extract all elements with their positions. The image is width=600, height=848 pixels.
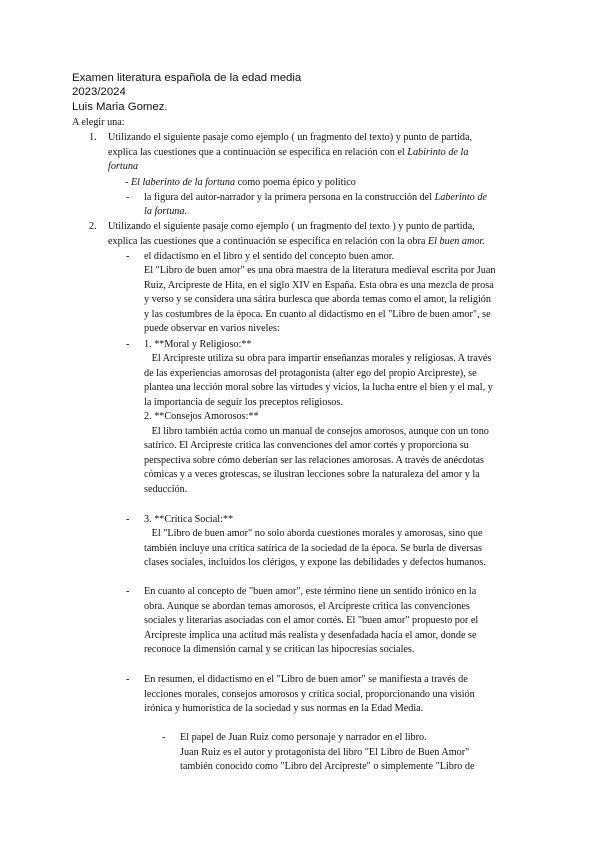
paragraph-line: perspectiva sobre cómo deberían ser las relaciones amorosas. A través de anécdotas bbox=[144, 455, 485, 466]
q1-sub-item: la fortuna. bbox=[144, 206, 188, 217]
paragraph-line: también conocido como "Libro del Arcipreste" o simplemente "Libro de bbox=[180, 761, 475, 772]
q1-line: explica las cuestiones que a continuación se especifica en relación con el Labirinto de la bbox=[108, 147, 469, 158]
paragraph-line: El Arcipreste utiliza su obra para impartir enseñanzas morales y religiosas. A través bbox=[144, 353, 492, 364]
paragraph-line: reconoce la dimensión carnal y se critican las hipocresías sociales. bbox=[144, 644, 415, 655]
paragraph-line: puede observar en varios niveles: bbox=[144, 323, 280, 334]
paragraph-line: Ruiz, Arcipreste de Hita, en el siglo XIV en España. Esta obra es una mezcla de prosa bbox=[144, 280, 494, 291]
paragraph-line: 3. **Crítica Social:** bbox=[144, 514, 234, 525]
q1-sub-item: - El laberinto de la fortuna como poema épico y político bbox=[125, 177, 356, 188]
paragraph-line: lecciones morales, consejos amorosos y crítica social, proporcionando una visión bbox=[144, 689, 475, 700]
paragraph-line: irónica y humorística de la sociedad y sus normas en la Edad Media. bbox=[144, 703, 424, 714]
exam-title: Examen literatura española de la edad media bbox=[72, 72, 302, 84]
paragraph-line: satírico. El Arcipreste critica las convenciones del amor cortés y proporciona su bbox=[144, 440, 469, 451]
paragraph-line: el didactismo en el libro y el sentido del concepto buen amor. bbox=[144, 251, 395, 262]
bullet-dash: - bbox=[126, 514, 130, 525]
paragraph-line: El "Libro de buen amor" es una obra maestra de la literatura medieval escrita por Juan bbox=[144, 265, 496, 276]
paragraph-line: de las experiencias amorosas del protagonista (alter ego del propio Arcipreste), se bbox=[144, 368, 477, 379]
paragraph-line: 2. **Consejos Amorosos:** bbox=[144, 411, 259, 422]
bullet-dash: - bbox=[162, 732, 166, 743]
paragraph-line: En resumen, el didactismo en el "Libro de buen amor" se manifiesta a través de bbox=[144, 674, 468, 685]
paragraph-line: El papel de Juan Ruiz como personaje y narrador en el libro. bbox=[180, 732, 427, 743]
paragraph-line: sociales y literarias asociadas con el amor cortés. El "buen amor" propuesto por el bbox=[144, 615, 479, 626]
q1-number: 1. bbox=[89, 132, 97, 143]
paragraph-line: seducción. bbox=[144, 484, 188, 495]
q1-sub-dash: - bbox=[126, 192, 130, 203]
paragraph-line: 1. **Moral y Religioso:** bbox=[144, 339, 252, 350]
paragraph-line: Juan Ruiz es el autor y protagonista del libro "El Libro de Buen Amor" bbox=[180, 747, 470, 758]
paragraph-line: cómicas y a veces grotescas, se ilustran lecciones sobre la naturaleza del amor y la bbox=[144, 469, 480, 480]
bullet-dash: - bbox=[126, 674, 130, 685]
paragraph-line: y verso y se considera una sátira burlesca que aborda temas como el amor, la religión bbox=[144, 294, 491, 305]
paragraph-line: Arcipreste implica una actitud más realista y desenfadada hacia el amor, donde se bbox=[144, 630, 477, 641]
paragraph-line: la importancia de seguir los preceptos religiosos. bbox=[144, 397, 343, 408]
q2-line: explica las cuestiones que a continuación se especifica en relación con la obra El buen amor. bbox=[108, 236, 485, 247]
paragraph-line: clases sociales, incluidos los clérigos, y expone las debilidades y defectos humanos. bbox=[144, 557, 486, 568]
bullet-dash: - bbox=[126, 339, 130, 350]
q1-line: Utilizando el siguiente pasaje como ejemplo ( un fragmento del texto) y punto de partida, bbox=[108, 132, 473, 143]
paragraph-line: obra. Aunque se abordan temas amorosos, el Arcipreste critica las convenciones bbox=[144, 601, 470, 612]
paragraph-line: El libro también actúa como un manual de consejos amorosos, aunque con un tono bbox=[144, 426, 489, 437]
exam-year: 2023/2024 bbox=[72, 86, 126, 98]
paragraph-line: y las costumbres de la época. En cuanto al didactismo en el "Libro de buen amor", se bbox=[144, 309, 491, 320]
choose-one: A elegir una: bbox=[72, 117, 125, 128]
paragraph-line: plantea una lección moral sobre las virtudes y vicios, la lucha entre el bien y el mal, y bbox=[144, 382, 493, 393]
q1-line: fortuna bbox=[108, 161, 139, 172]
exam-author: Luis Maria Gomez. bbox=[72, 101, 168, 113]
q2-number: 2. bbox=[89, 221, 97, 232]
q1-sub-item: la figura del autor-narrador y la primera persona en la construcción del Laberinto de bbox=[144, 192, 487, 203]
paragraph-line: En cuanto al concepto de "buen amor", este término tiene un sentido irónico en la bbox=[144, 586, 477, 597]
paragraph-line: El "Libro de buen amor" no solo aborda cuestiones morales y amorosas, sino que bbox=[144, 528, 483, 539]
bullet-dash: - bbox=[126, 251, 130, 262]
paragraph-line: también incluye una crítica satírica de la sociedad de la época. Se burla de diversas bbox=[144, 543, 483, 554]
q2-line: Utilizando el siguiente pasaje como ejemplo ( un fragmento del texto ) y punto de partida, bbox=[108, 221, 475, 232]
bullet-dash: - bbox=[126, 586, 130, 597]
